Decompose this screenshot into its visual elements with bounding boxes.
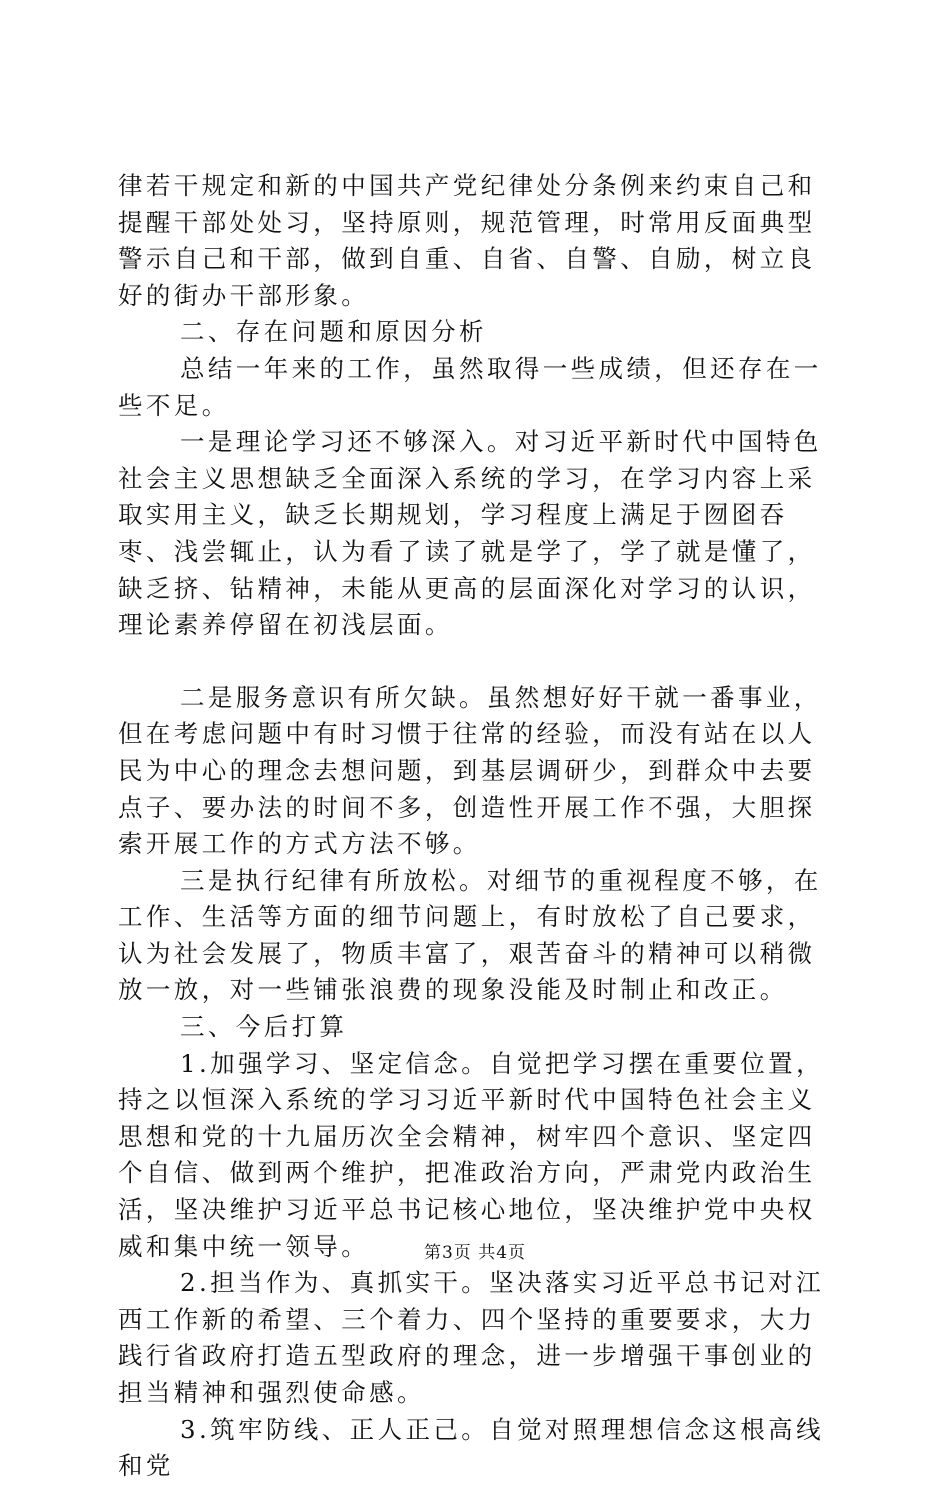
- paragraph-plan-defense: 3.筑牢防线、正人正己。自觉对照理想信念这根高线和党: [118, 1414, 824, 1481]
- paragraph-discipline: 三是执行纪律有所放松。对细节的重视程度不够，在工作、生活等方面的细节问题上，有时放松了自己要求，认为社会发展了，物质丰富了，艰苦奋斗的精神可以稍微放一放，对一些铺张浪费的现象没能及时制止和改正。: [118, 865, 822, 1005]
- paragraph-plan-study: 1.加强学习、坚定信念。自觉把学习摆在重要位置，持之以恒深入系统的学习习近平新时代中国特色社会主义思想和党的十九届历次全会精神，树牢四个意识、坚定四个自信、做到两个维护，把准政治方向，严肃党内政治生活，坚决维护习近平总书记核心地位，坚决维护党中央权威和集中统一领导。: [118, 1048, 824, 1261]
- section-heading-plans: 三、今后打算: [180, 1012, 348, 1042]
- paragraph-service-awareness: 二是服务意识有所欠缺。虽然想好好干就一番事业，但在考虑问题中有时习惯于往常的经验，而没有站在以人民为中心的理念去想问题，到基层调研少，到群众中去要点子、要办法的时间不多，创造性开展工作不强，大胆探索开展工作的方式方法不够。: [118, 682, 822, 859]
- paragraph-plan-responsibility: 2.担当作为、真抓实干。坚决落实习近平总书记对江西工作新的希望、三个着力、四个坚持的重要要求，大力践行省政府打造五型政府的理念，进一步增强干事创业的担当精神和强烈使命感。: [118, 1268, 824, 1407]
- section-heading-problems: 二、存在问题和原因分析: [180, 317, 487, 347]
- paragraph-continuation: 律若干规定和新的中国共产党纪律处分条例来约束自己和提醒干部处处习，坚持原则，规范管理，时常用反面典型警示自己和干部，做到自重、自省、自警、自励，树立良好的街办干部形象。: [118, 171, 816, 310]
- paragraph-summary: 总结一年来的工作，虽然取得一些成绩，但还存在一些不足。: [118, 353, 822, 420]
- paragraph-theory-study: 一是理论学习还不够深入。对习近平新时代中国特色社会主义思想缺乏全面深入系统的学习，在学习内容上采取实用主义，缺乏长期规划，学习程度上满足于囫囵吞枣、浅尝辄止，认为看了读了就是学了，学了就是懂了，缺乏挤、钻精神，未能从更高的层面深化对学习的认识，理论素养停留在初浅层面。: [118, 427, 822, 640]
- page-number-footer: 第3页 共4页: [423, 1243, 527, 1263]
- document-body: [118, 168, 838, 1485]
